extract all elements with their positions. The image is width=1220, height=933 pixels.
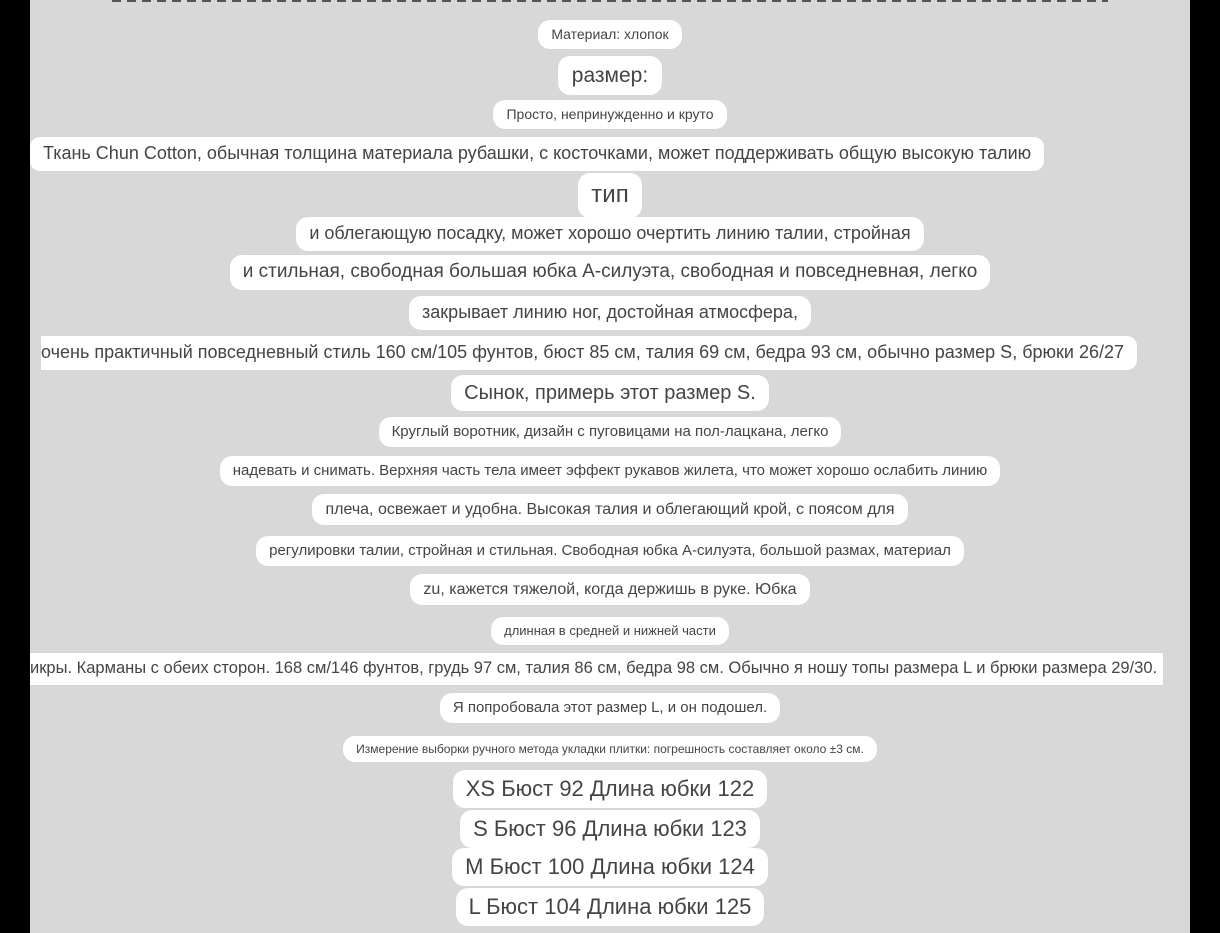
material-label: Материал: хлопок — [538, 20, 681, 49]
size-s-note: Сынок, примерь этот размер S. — [451, 375, 769, 411]
size-l-note: Я попробовала этот размер L, и он подошел. — [440, 693, 780, 723]
size-row-l: L Бюст 104 Длина юбки 125 — [456, 888, 765, 926]
fit-description-line-1: и облегающую посадку, может хорошо очертить линию талии, стройная — [296, 217, 923, 251]
size-row-s: S Бюст 96 Длина юбки 123 — [460, 810, 760, 848]
fit-description-line-2: и стильная, свободная большая юбка А-силуэта, свободная и повседневная, легко — [230, 255, 991, 290]
measurement-note: Измерение выборки ручного метода укладки плитки: погрешность составляет около ±3 см. — [343, 736, 877, 762]
fit-description-line-3: закрывает линию ног, достойная атмосфера, — [409, 296, 811, 330]
product-description-image — [30, 0, 1190, 933]
dashed-divider — [112, 0, 1108, 2]
size-row-xs: XS Бюст 92 Длина юбки 122 — [453, 770, 768, 808]
size-heading: размер: — [558, 56, 662, 95]
type-heading: тип — [578, 173, 641, 218]
fabric-description: Ткань Chun Cotton, обычная толщина материала рубашки, с косточками, может поддерживать общую высокую талию — [30, 137, 1044, 171]
product-detail-line-4: регулировки талии, стройная и стильная. Свободная юбка А-силуэта, большой размах, материал — [256, 536, 964, 566]
tagline: Просто, непринужденно и круто — [493, 100, 726, 129]
product-detail-line-5: zu, кажется тяжелой, когда держишь в руке. Юбка — [410, 574, 809, 605]
model-info-1: очень практичный повседневный стиль 160 см/105 фунтов, бюст 85 см, талия 69 см, бедра 93 см, обычно размер S, брюки 26/27 — [41, 336, 1137, 370]
product-detail-line-3: плеча, освежает и удобна. Высокая талия и облегающий крой, с поясом для — [312, 494, 907, 525]
product-detail-line-1: Круглый воротник, дизайн с пуговицами на пол-лацкана, легко — [379, 417, 842, 447]
product-detail-line-2: надевать и снимать. Верхняя часть тела имеет эффект рукавов жилета, что может хорошо ослабить линию — [220, 456, 1001, 486]
product-detail-line-6: длинная в средней и нижней части — [491, 617, 729, 645]
size-row-m: M Бюст 100 Длина юбки 124 — [452, 848, 768, 886]
model-info-2: икры. Карманы с обеих сторон. 168 см/146 фунтов, грудь 97 см, талия 86 см, бедра 98 см. Обычно я ношу топы размера L и брюки размера 29/30. — [30, 653, 1163, 685]
